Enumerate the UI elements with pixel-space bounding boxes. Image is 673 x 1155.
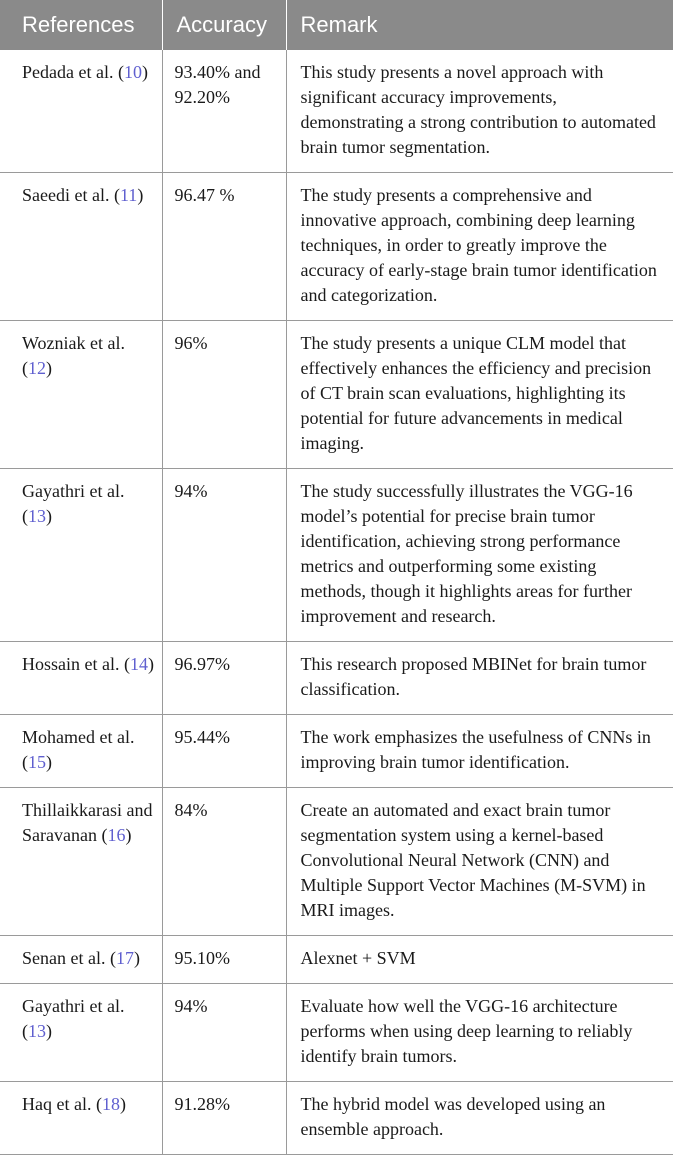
reference-authors: Gayathri et al. — [22, 481, 125, 501]
reference-citation-link[interactable]: 11 — [119, 185, 138, 205]
remark-cell: Alexnet + SVM — [286, 936, 673, 984]
reference-authors: Pedada et al. — [22, 62, 114, 82]
table-row — [0, 715, 673, 788]
reference-cell: Gayathri et al. (13) — [0, 469, 162, 642]
reference-cell: Senan et al. (17) — [0, 936, 162, 984]
reference-citation-link[interactable]: 12 — [28, 358, 46, 378]
remark-cell: The hybrid model was developed using an ensemble approach. — [286, 1082, 673, 1155]
reference-cell: Pedada et al. (10) — [0, 50, 162, 173]
reference-citation-link[interactable]: 10 — [123, 62, 142, 82]
accuracy-cell: 91.28% — [162, 1082, 286, 1155]
table-row — [0, 642, 673, 715]
remark-cell: This study presents a novel approach with significant accuracy improvements, demonstrating a strong contribution to automated brain tumor segmentation. — [286, 50, 673, 173]
reference-citation-link[interactable]: 18 — [101, 1094, 120, 1114]
accuracy-cell: 96% — [162, 321, 286, 469]
remark-cell: The study presents a comprehensive and innovative approach, combining deep learning techniques, in order to greatly improve the accuracy of early-stage brain tumor identification and categorization. — [286, 173, 673, 321]
table-header — [0, 0, 673, 50]
reference-citation-link[interactable]: 16 — [107, 825, 126, 845]
table-row — [0, 936, 673, 984]
reference-authors: Senan et al. — [22, 948, 106, 968]
reference-authors: Saeedi et al. — [22, 185, 110, 205]
reference-citation-link[interactable]: 13 — [28, 506, 46, 526]
table-row — [0, 173, 673, 321]
reference-cell: Thillaikkarasi and Saravanan (16) — [0, 788, 162, 936]
reference-cell: Saeedi et al. (11) — [0, 173, 162, 321]
table-body — [0, 50, 673, 1155]
reference-authors: Hossain et al. — [22, 654, 120, 674]
reference-citation-link[interactable]: 14 — [129, 654, 148, 674]
reference-authors: Mohamed et al. — [22, 727, 135, 747]
remark-cell: Create an automated and exact brain tumor segmentation system using a kernel-based Convolutional Neural Network (CNN) and Multiple Support Vector Machines (M-SVM) in MRI images. — [286, 788, 673, 936]
header-references: References — [0, 0, 162, 50]
accuracy-cell: 93.40% and 92.20% — [162, 50, 286, 173]
reference-citation-link[interactable]: 15 — [28, 752, 46, 772]
accuracy-cell: 95.44% — [162, 715, 286, 788]
header-row — [0, 0, 673, 50]
accuracy-cell: 96.47 % — [162, 173, 286, 321]
reference-cell: Hossain et al. (14) — [0, 642, 162, 715]
reference-cell: Gayathri et al. (13) — [0, 984, 162, 1082]
reference-authors: Haq et al. — [22, 1094, 92, 1114]
reference-cell: Haq et al. (18) — [0, 1082, 162, 1155]
accuracy-cell: 94% — [162, 984, 286, 1082]
table-row — [0, 788, 673, 936]
reference-cell: Wozniak et al. (12) — [0, 321, 162, 469]
remark-cell: Evaluate how well the VGG-16 architecture performs when using deep learning to reliably identify brain tumors. — [286, 984, 673, 1082]
remark-cell: This research proposed MBINet for brain tumor classification. — [286, 642, 673, 715]
reference-authors: Thillaikkarasi and Saravanan — [22, 800, 153, 845]
table-row — [0, 984, 673, 1082]
header-remark: Remark — [286, 0, 673, 50]
reference-authors: Gayathri et al. — [22, 996, 125, 1016]
reference-citation-link[interactable]: 17 — [115, 948, 134, 968]
accuracy-cell: 84% — [162, 788, 286, 936]
table-row — [0, 1082, 673, 1155]
table-row — [0, 469, 673, 642]
reference-cell: Mohamed et al. (15) — [0, 715, 162, 788]
remark-cell: The study presents a unique CLM model that effectively enhances the efficiency and precision of CT brain scan evaluations, highlighting its potential for future advancements in medical imaging. — [286, 321, 673, 469]
table-row — [0, 321, 673, 469]
accuracy-cell: 95.10% — [162, 936, 286, 984]
table-row — [0, 50, 673, 173]
accuracy-cell: 96.97% — [162, 642, 286, 715]
remark-cell: The study successfully illustrates the VGG-16 model’s potential for precise brain tumor identification, achieving strong performance metrics and outperforming some existing methods, though it highlights areas for further improvement and research. — [286, 469, 673, 642]
reference-citation-link[interactable]: 13 — [28, 1021, 46, 1041]
accuracy-cell: 94% — [162, 469, 286, 642]
reference-authors: Wozniak et al. — [22, 333, 126, 353]
remark-cell: The work emphasizes the usefulness of CNNs in improving brain tumor identification. — [286, 715, 673, 788]
header-accuracy: Accuracy — [162, 0, 286, 50]
